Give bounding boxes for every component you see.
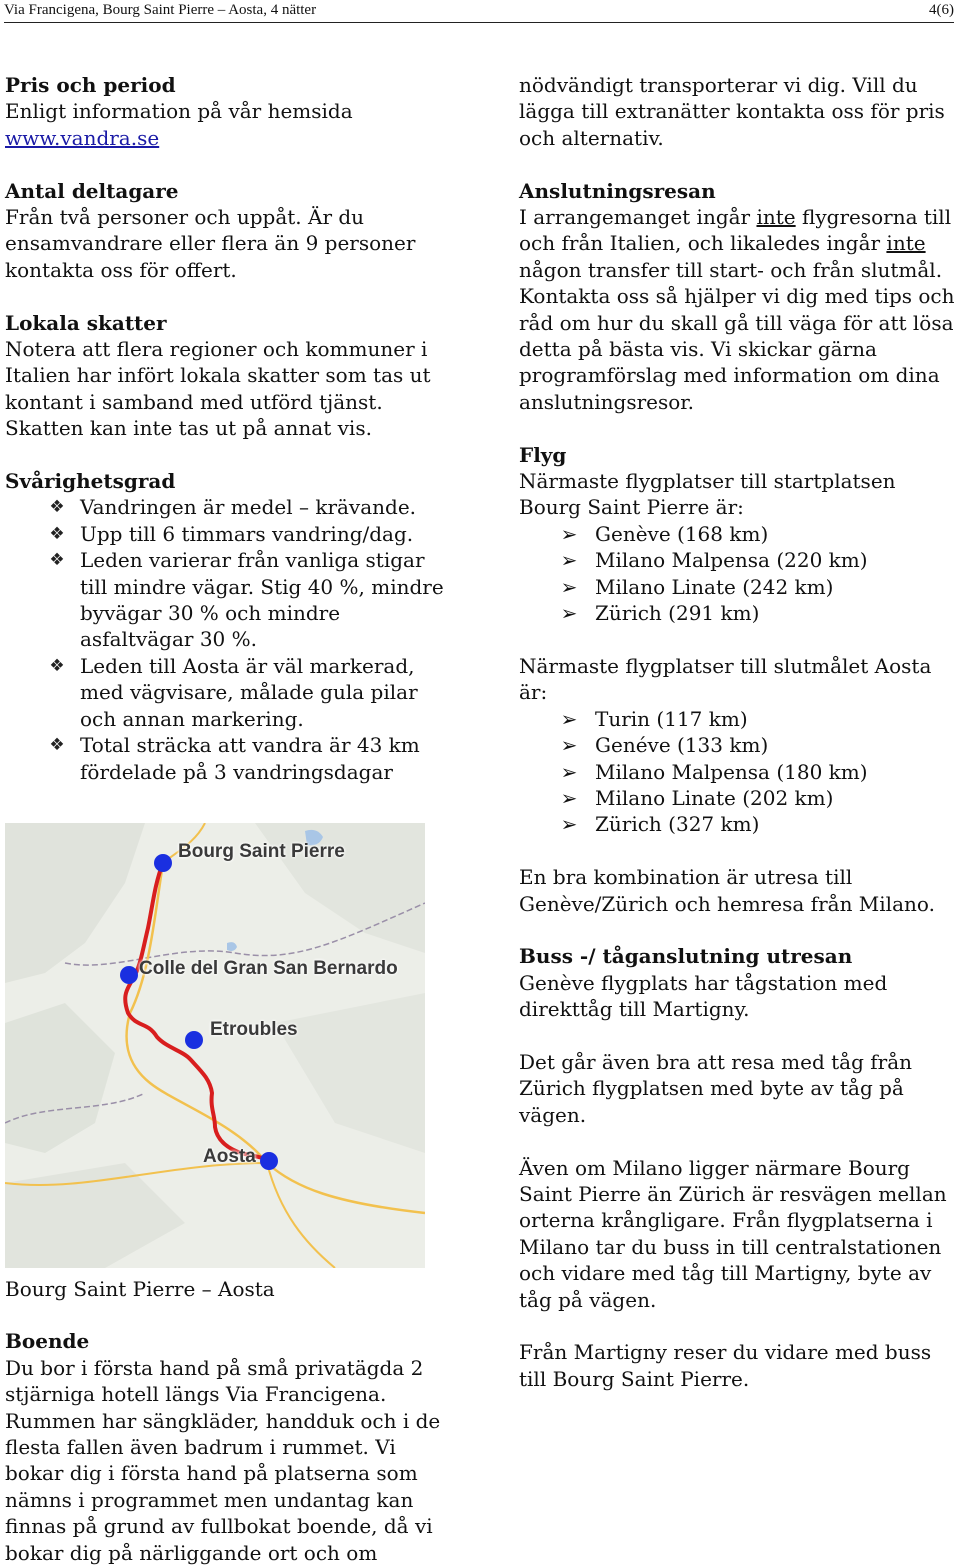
right-column: [519, 72, 955, 1392]
arrow-bullet-icon: ➢: [560, 601, 578, 626]
end-airports-list: [519, 706, 955, 838]
participants-text: Från två personer och uppåt. Är du ensamvandrare eller flera än 9 personer kontakta oss för offert.: [5, 205, 416, 282]
website-link[interactable]: www.vandra.se: [5, 125, 160, 150]
bus-train-heading: Buss -/ tåganslutning utresan: [519, 944, 853, 969]
difficulty-heading: Svårighetsgrad: [5, 469, 176, 494]
list-item: ❖ Leden varierar från vanliga stigar till mindre vägar. Stig 40 %, mindre byvägar 30 % och mindre asfaltvägar 30 %.: [5, 547, 445, 653]
diamond-bullet-icon: ❖: [49, 550, 65, 571]
bus-train-text-3: Även om Milano ligger närmare Bourg Saint Pierre än Zürich är resvägen mellan orterna krångligare. Från flygplatserna i Milano tar du buss in till centralstationen och vidare med tåg till Martigny, byte av tåg på vägen.: [519, 1155, 947, 1312]
bus-train-text-1: Genève flygplats har tågstation med direkttåg till Martigny.: [519, 970, 888, 1022]
arrow-bullet-icon: ➢: [560, 733, 578, 758]
list-item: ❖ Leden till Aosta är väl markerad, med vägvisare, målade gula pilar och annan markering.: [5, 653, 445, 732]
list-item: ➢ Zürich (327 km): [519, 811, 955, 837]
list-item: ➢ Milano Malpensa (220 km): [519, 547, 955, 573]
map-label-etroubles: Etroubles: [210, 1018, 298, 1040]
price-heading: Pris och period: [5, 73, 176, 97]
arrow-bullet-icon: ➢: [560, 548, 578, 573]
page-number: 4(6): [929, 2, 954, 18]
bus-train-paragraph-2: [519, 1049, 955, 1128]
taxes-text: Notera att flera regioner och kommuner i Italien har infört lokala skatter som tas ut kontant i samband med utförd tjänst. Skatten kan inte tas ut på annat vis.: [5, 337, 431, 441]
list-item: ➢ Turin (117 km): [519, 706, 955, 732]
arrow-bullet-icon: ➢: [560, 706, 578, 731]
list-item: ➢ Genéve (133 km): [519, 732, 955, 758]
diamond-bullet-icon: ❖: [49, 523, 65, 544]
start-airports-list: [519, 521, 955, 627]
flights-section: [519, 442, 955, 627]
diamond-bullet-icon: ❖: [49, 497, 65, 518]
connection-section: [519, 178, 955, 416]
list-item: ➢ Milano Malpensa (180 km): [519, 759, 955, 785]
continuation-text: nödvändigt transporterar vi dig. Vill du lägga till extranätter kontakta oss för pris och alternativ.: [519, 73, 945, 150]
flights-heading: Flyg: [519, 442, 567, 467]
route-map: [5, 823, 425, 1268]
combination-section: [519, 864, 955, 917]
map-label-colle: Colle del Gran San Bernardo: [139, 957, 398, 979]
bus-train-text-4: Från Martigny reser du vidare med buss till Bourg Saint Pierre.: [519, 1340, 932, 1391]
bus-train-section: [519, 943, 955, 1022]
bus-train-text-2: Det går även bra att resa med tåg från Zürich flygplatsen med byte av tåg på vägen.: [519, 1049, 912, 1127]
taxes-section: [5, 310, 445, 442]
list-item: ➢ Milano Linate (202 km): [519, 785, 955, 811]
participants-heading: Antal deltagare: [5, 178, 179, 203]
taxes-heading: Lokala skatter: [5, 310, 167, 335]
header-title: Via Francigena, Bourg Saint Pierre – Aosta, 4 nätter: [4, 2, 317, 18]
list-item: ❖ Vandringen är medel – krävande.: [5, 494, 445, 520]
bus-train-paragraph-3: [519, 1155, 955, 1313]
list-item: ➢ Zürich (291 km): [519, 600, 955, 626]
bus-train-paragraph-4: [519, 1339, 955, 1392]
header-rule: [4, 22, 954, 23]
participants-section: [5, 178, 445, 284]
map-label-aosta: Aosta: [203, 1145, 256, 1167]
end-airports-section: [519, 653, 955, 838]
combination-text: En bra kombination är utresa till Genève/Zürich och hemresa från Milano.: [519, 865, 935, 916]
price-text: Enligt information på vår hemsida: [5, 99, 353, 124]
accommodation-text: Du bor i första hand på små privatägda 2 stjärniga hotell längs Via Francigena. Rummen har sängkläder, handduk och i de flesta fallen även badrum i rummet. Vi bokar dig i första hand på platserna som nämns i programmet men undantag kan finnas på grund av fullbokat boende, då vi bokar dig på närliggande ort och om: [5, 1355, 441, 1565]
arrow-bullet-icon: ➢: [560, 574, 578, 599]
arrow-bullet-icon: ➢: [560, 785, 578, 810]
difficulty-list: [5, 494, 445, 784]
arrow-bullet-icon: ➢: [560, 759, 578, 784]
accommodation-section: [5, 1328, 445, 1566]
page-header: [4, 0, 954, 22]
start-airports-intro: Närmaste flygplatser till startplatsen Bourg Saint Pierre är:: [519, 469, 896, 520]
difficulty-section: [5, 468, 445, 785]
list-item: ➢ Genève (168 km): [519, 521, 955, 547]
map-caption: Bourg Saint Pierre – Aosta: [5, 1276, 275, 1301]
list-item: ❖ Upp till 6 timmars vandring/dag.: [5, 521, 445, 547]
arrow-bullet-icon: ➢: [560, 812, 578, 837]
price-section: [5, 72, 445, 151]
accommodation-heading: Boende: [5, 1329, 90, 1354]
list-item: ❖ Total sträcka att vandra är 43 km fördelade på 3 vandringsdagar: [5, 732, 445, 785]
end-airports-intro: Närmaste flygplatser till slutmålet Aosta är:: [519, 653, 932, 705]
connection-text-2: Kontakta oss så hjälper vi dig med tips och råd om hur du skall gå till väga för att lösa detta på bästa vis. Vi skickar gärna programförslag med information om dina anslutningsresor.: [519, 284, 955, 414]
arrow-bullet-icon: ➢: [560, 521, 578, 546]
map-label-bourg: Bourg Saint Pierre: [178, 840, 345, 862]
diamond-bullet-icon: ❖: [49, 655, 65, 676]
connection-text-1: I arrangemanget ingår inte flygresorna till och från Italien, och likaledes ingår inte någon transfer till start- och från slutmål.: [519, 205, 952, 282]
continuation-section: [519, 72, 955, 151]
list-item: ➢ Milano Linate (242 km): [519, 574, 955, 600]
connection-heading: Anslutningsresan: [519, 178, 716, 203]
diamond-bullet-icon: ❖: [49, 735, 65, 756]
left-column: [5, 72, 445, 1566]
